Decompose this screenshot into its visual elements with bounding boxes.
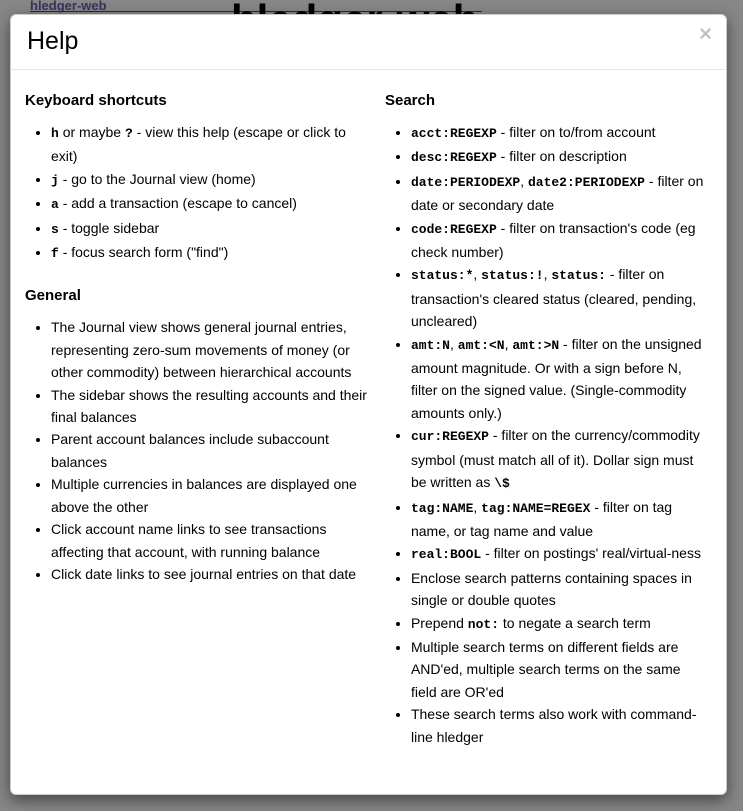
help-list-item: • Click date links to see journal entries on that date [51,563,371,585]
help-list-item: • code:REGEXP - filter on transaction's code (eg check number) [411,217,710,264]
help-list-item: • h or maybe ? - view this help (escape or click to exit) [51,121,371,168]
inline-code: a [51,197,59,213]
section-heading-general: General [25,287,81,305]
help-list-item: • Prepend not: to negate a search term [411,612,710,636]
inline-code: tag:NAME=REGEX [481,500,591,516]
help-list-item: • The Journal view shows general journal entries, representing zero-sum movements of money (or other commodity) between hierarchical accounts [51,316,371,383]
modal-title: Help [27,27,79,55]
inline-code: desc:REGEXP [410,150,497,166]
inline-code: amt:N [410,337,450,353]
inline-code: cur:REGEXP [410,429,489,445]
help-list-item: • s - toggle sidebar [51,217,371,241]
inline-code: status: [551,268,606,284]
inline-code: h [51,126,59,141]
help-list-item: • acct:REGEXP - filter on to/from account [411,121,710,145]
inline-code: date2:PERIODEXP [527,174,645,190]
inline-code: s [51,221,59,237]
help-list-item: • Parent account balances include subaccount balances [51,428,371,473]
help-list-item: • Multiple currencies in balances are displayed one above the other [51,473,371,518]
inline-code: amt:<N [457,337,505,353]
keyboard-shortcuts-list [25,121,371,265]
help-list-item: • Multiple search terms on different fields are AND'ed, multiple search terms on the same field are OR'ed [411,636,710,703]
inline-code: status:! [481,268,544,284]
inline-code: j [51,172,59,188]
section-heading-search: Search [384,92,436,109]
left-column [25,78,371,770]
modal-body [11,70,726,786]
inline-code: acct:REGEXP [410,126,497,141]
close-icon[interactable]: × [699,21,712,46]
inline-code: f [51,246,59,262]
inline-code: date:PERIODEXP [410,174,521,190]
inline-code: status:* [410,268,474,284]
help-list-item: • cur:REGEXP - filter on the currency/commodity symbol (must match all of it). Dollar sign must be written as \$ [411,424,710,495]
general-list [25,316,371,585]
section-heading-keyboard-shortcuts: Keyboard shortcuts [25,92,167,109]
inline-code: code:REGEXP [410,221,497,237]
help-list-item: • The sidebar shows the resulting accounts and their final balances [51,384,371,429]
help-list-item: • amt:N, amt:<N, amt:>N - filter on the unsigned amount magnitude. Or with a sign before N, filter on the signed value. (Single-commodity amounts only.) [411,333,710,425]
inline-code: amt:>N [512,337,560,353]
modal-header [11,15,726,70]
right-column [385,78,710,770]
help-list-item: • f - focus search form ("find") [51,241,371,265]
help-list-item: • date:PERIODEXP, date2:PERIODEXP - filter on date or secondary date [411,170,710,217]
help-list-item: • These search terms also work with command-line hledger [411,703,710,748]
help-list-item: • desc:REGEXP - filter on description [411,145,710,169]
search-list [385,121,710,748]
brand-link[interactable]: hledger-web [30,0,107,13]
help-list-item: • status:*, status:!, status: - filter on transaction's cleared status (cleared, pending, uncleared) [411,263,710,332]
help-list-item: • Click account name links to see transactions affecting that account, with running balance [51,518,371,563]
inline-code: \$ [494,476,510,492]
help-modal [10,14,727,795]
inline-code: real:BOOL [410,547,482,563]
help-list-item: • Enclose search patterns containing spaces in single or double quotes [411,567,710,612]
help-list-item: • tag:NAME, tag:NAME=REGEX - filter on tag name, or tag name and value [411,496,710,543]
inline-code: not: [467,616,500,632]
help-list-item: • a - add a transaction (escape to cancel) [51,192,371,216]
inline-code: ? [124,126,133,141]
help-list-item: • real:BOOL - filter on postings' real/virtual-ness [411,542,710,566]
inline-code: tag:NAME [410,500,474,516]
help-list-item: • j - go to the Journal view (home) [51,168,371,192]
